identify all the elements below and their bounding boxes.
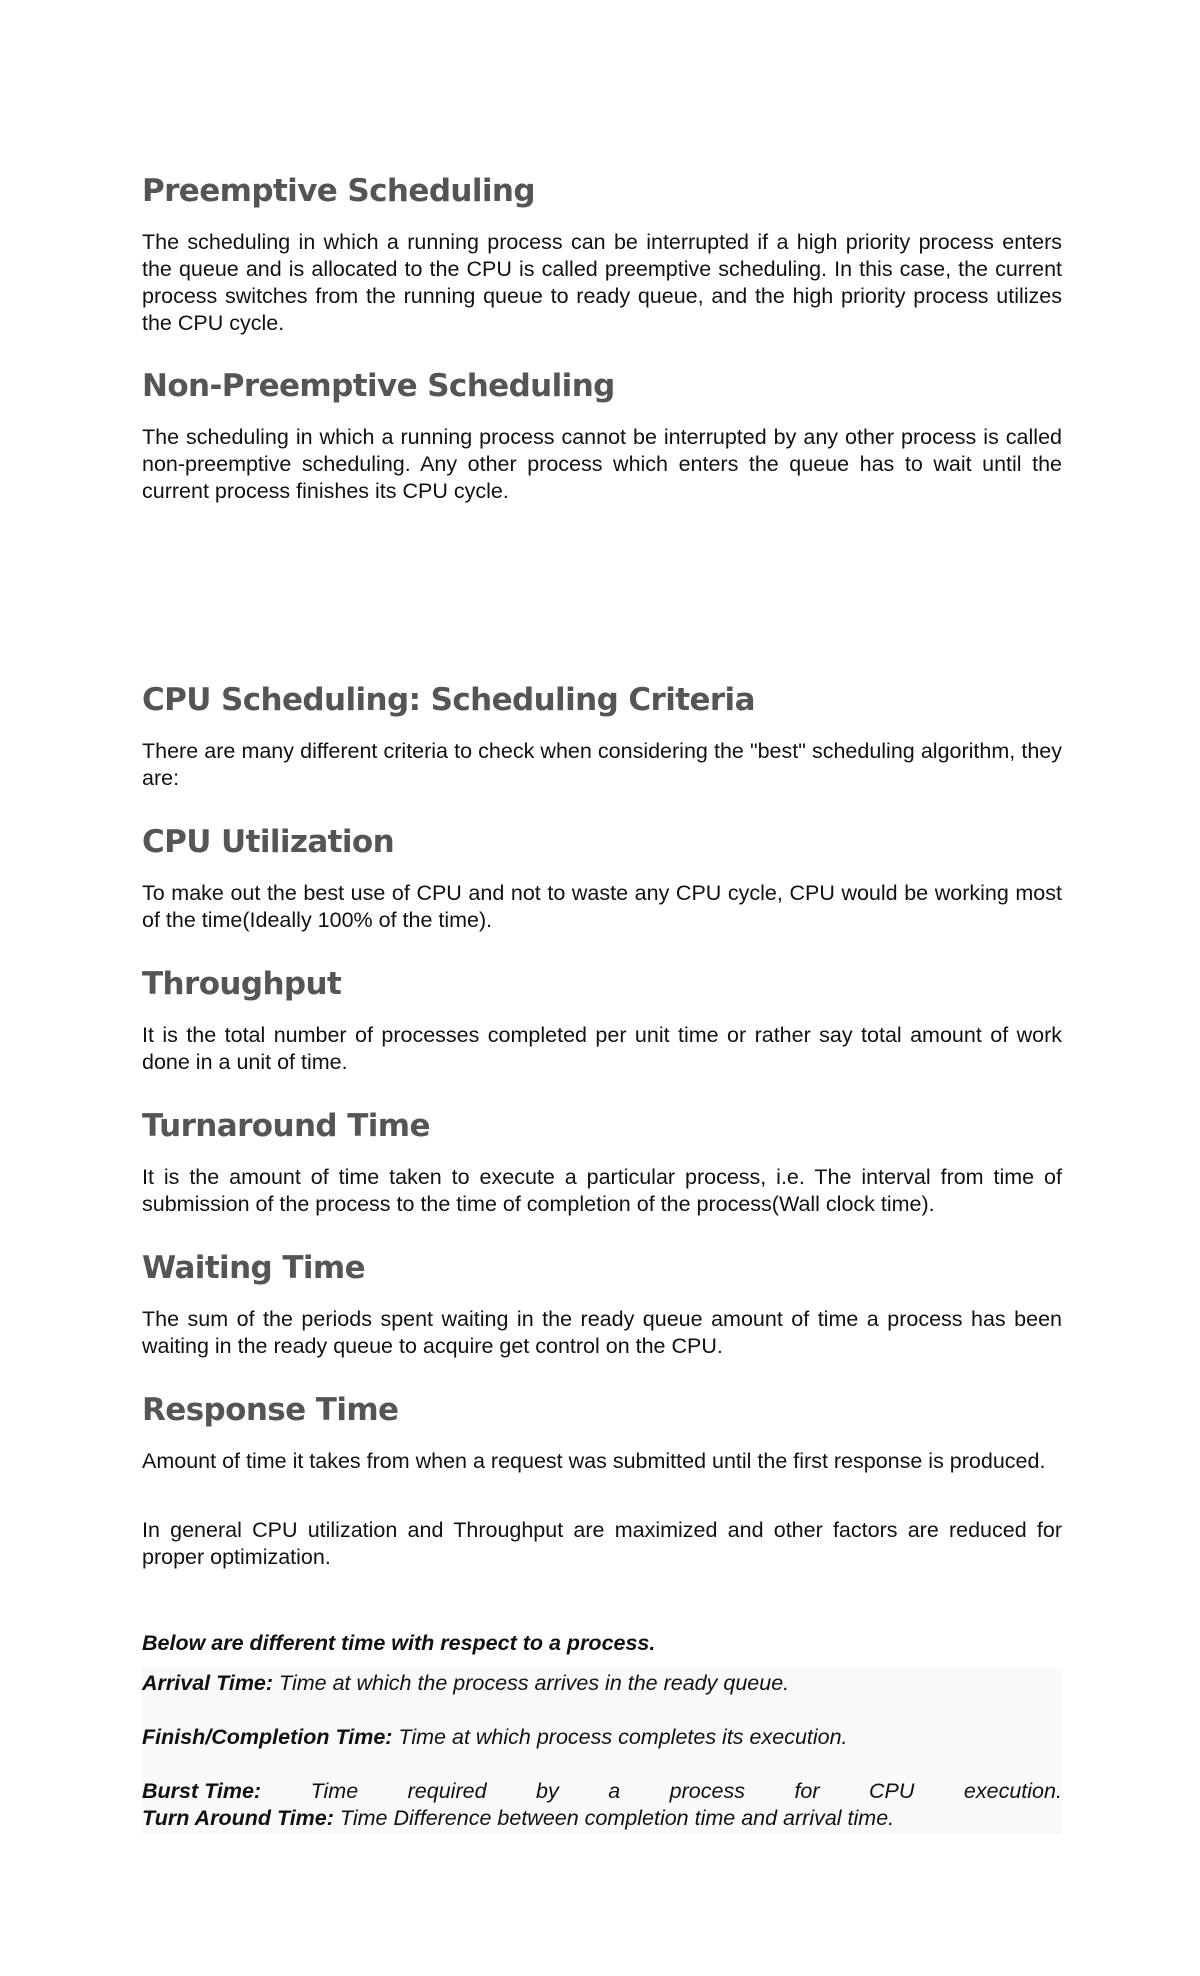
arrival-time-line xyxy=(142,1670,1062,1697)
arrival-time-text: Time at which the process arrives in the ready queue. xyxy=(273,1671,790,1695)
paragraph-response: Amount of time it takes from when a request was submitted until the first response is produced. xyxy=(142,1449,1046,1473)
times-definitions-box xyxy=(142,1668,1062,1834)
arrival-time-label: Arrival Time: xyxy=(142,1671,274,1695)
turn-around-time-label: Turn Around Time: xyxy=(142,1806,334,1830)
burst-word: by xyxy=(536,1779,559,1803)
heading-utilization: CPU Utilization xyxy=(142,824,395,860)
burst-word: process xyxy=(669,1779,745,1803)
paragraph-non-preemptive: The scheduling in which a running process cannot be interrupted by any other process is called non-preemptive scheduling. Any other process which enters the queue has to wait until the current process finishes its CPU cycle. xyxy=(142,425,1062,503)
paragraph-waiting: The sum of the periods spent waiting in the ready queue amount of time a process has been waiting in the ready queue to acquire get control on the CPU. xyxy=(142,1307,1062,1358)
turn-around-time-text: Time Difference between completion time and arrival time. xyxy=(333,1806,895,1830)
paragraph-turnaround: It is the amount of time taken to execute a particular process, i.e. The interval from time of submission of the process to the time of completion of the process(Wall clock time). xyxy=(142,1165,1062,1216)
burst-time-line xyxy=(142,1778,1062,1805)
heading-non-preemptive: Non-Preemptive Scheduling xyxy=(142,368,615,404)
times-intro: Below are different time with respect to a process. xyxy=(142,1631,656,1655)
burst-word: a xyxy=(608,1779,621,1803)
heading-throughput: Throughput xyxy=(142,966,342,1002)
heading-criteria: CPU Scheduling: Scheduling Criteria xyxy=(142,682,755,718)
finish-time-line xyxy=(142,1724,1062,1751)
paragraph-throughput: It is the total number of processes completed per unit time or rather say total amount of work done in a unit of time. xyxy=(142,1023,1062,1074)
heading-waiting: Waiting Time xyxy=(142,1250,366,1286)
burst-word: Time xyxy=(310,1779,359,1803)
burst-word: required xyxy=(407,1779,487,1803)
paragraph-preemptive: The scheduling in which a running process can be interrupted if a high priority process enters the queue and is allocated to the CPU is called preemptive scheduling. In this case, the current process switches from the running queue to ready queue, and the high priority process utilizes the CPU cycle. xyxy=(142,230,1062,335)
finish-time-text: Time at which process completes its execution. xyxy=(392,1725,848,1749)
heading-turnaround: Turnaround Time xyxy=(142,1108,430,1144)
heading-preemptive: Preemptive Scheduling xyxy=(142,173,535,209)
paragraph-optimization: In general CPU utilization and Throughput are maximized and other factors are reduced for proper optimization. xyxy=(142,1518,1062,1569)
finish-time-label: Finish/Completion Time: xyxy=(142,1725,393,1749)
paragraph-utilization: To make out the best use of CPU and not to waste any CPU cycle, CPU would be working most of the time(Ideally 100% of the time). xyxy=(142,881,1062,932)
burst-word: execution. xyxy=(963,1779,1062,1803)
burst-time-label: Burst Time: xyxy=(142,1779,262,1803)
burst-word: CPU xyxy=(869,1779,915,1803)
burst-word: for xyxy=(794,1779,820,1803)
heading-response: Response Time xyxy=(142,1392,399,1428)
paragraph-criteria: There are many different criteria to check when considering the "best" scheduling algorithm, they are: xyxy=(142,739,1062,790)
turn-around-time-line xyxy=(142,1805,1062,1832)
